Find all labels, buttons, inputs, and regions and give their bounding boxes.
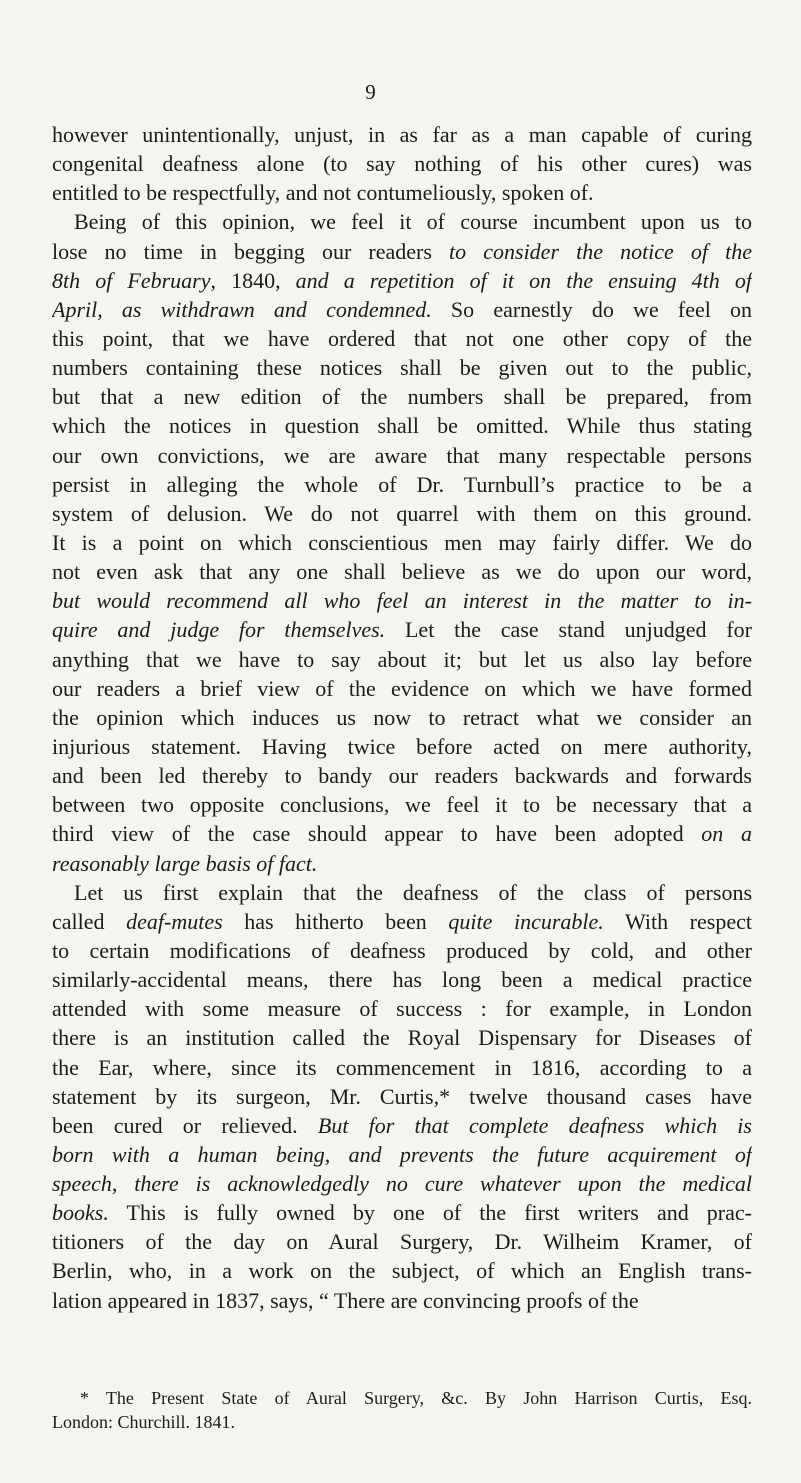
text-line <box>52 790 752 819</box>
text-line <box>52 557 752 586</box>
footnote-line: London: Churchill. 1841. <box>52 1412 235 1432</box>
text-segment: our readers a brief view of the evidence on which we have formed <box>52 675 752 701</box>
text-segment: numbers containing these notices shall be given out to the public, <box>52 355 752 381</box>
text-segment: April, as withdrawn and condemned. <box>52 296 432 322</box>
text-segment: quire and judge for themselves. <box>52 617 386 643</box>
text-line <box>52 907 752 936</box>
text-line <box>52 324 752 353</box>
text-segment: has hitherto been <box>222 908 449 934</box>
text-line <box>52 499 752 528</box>
footnote <box>52 1386 752 1434</box>
text-segment: but that a new edition of the numbers shall be prepared, from <box>52 384 752 410</box>
text-line <box>52 266 752 295</box>
text-segment: our own convictions, we are aware that many respectable persons <box>52 442 752 468</box>
text-line <box>52 936 752 965</box>
text-segment: which the notices in question shall be omitted. While thus stating <box>52 413 752 439</box>
text-segment: Being of this opinion, we feel it of course incumbent upon us to <box>74 209 752 235</box>
text-segment: on a <box>701 821 752 847</box>
text-segment: and been led thereby to bandy our readers backwards and forwards <box>52 763 752 789</box>
text-segment: to consider the notice of the <box>449 238 752 264</box>
text-segment: however unintentionally, unjust, in as far as a man capable of curing <box>52 122 752 147</box>
text-segment: reasonably large basis of fact. <box>52 850 318 876</box>
body-text <box>52 120 752 1315</box>
text-line <box>52 178 752 207</box>
page-number: 9 <box>365 80 376 104</box>
text-line <box>52 965 752 994</box>
text-segment: born with a human being, and prevents the future acquirement of <box>52 1141 752 1167</box>
text-line <box>52 732 752 761</box>
text-line <box>52 761 752 790</box>
text-segment: congenital deafness alone (to say nothing of his other cures) was <box>52 151 752 177</box>
text-line <box>52 878 752 907</box>
text-segment: the opinion which induces us now to retract what we consider an <box>52 704 752 730</box>
text-segment: third view of the case should appear to have been adopted <box>52 821 702 847</box>
text-segment: to certain modifications of deafness produced by cold, and other <box>52 937 752 963</box>
text-line <box>52 411 752 440</box>
text-line <box>52 1198 752 1227</box>
text-segment: titioners of the day on Aural Surgery, Dr. Wilheim Kramer, of <box>52 1229 752 1255</box>
text-line <box>52 1053 752 1082</box>
text-segment: similarly-accidental means, there has long been a medical practice <box>52 967 752 993</box>
text-segment: Let the case stand unjudged for <box>385 617 752 643</box>
text-segment: lation appeared in 1837, says, “ There are convincing proofs of the <box>52 1287 639 1313</box>
text-segment: 8th of February <box>52 267 211 293</box>
text-line <box>52 703 752 732</box>
text-segment: injurious statement. Having twice before acted on mere authority, <box>52 733 752 759</box>
text-line <box>52 1256 752 1285</box>
text-segment: and a repetition of it on the ensuing 4th of <box>295 267 752 293</box>
text-line <box>52 207 752 236</box>
text-line <box>52 1140 752 1169</box>
text-line <box>52 382 752 411</box>
text-line <box>52 1111 752 1140</box>
text-line <box>52 645 752 674</box>
text-line <box>52 1082 752 1111</box>
text-line <box>52 615 752 644</box>
text-segment: But for that complete deafness which is <box>317 1112 752 1138</box>
text-segment: speech, there is acknowledgedly no cure whatever upon the medical <box>52 1171 752 1197</box>
text-segment: persist in alleging the whole of Dr. Turnbull’s practice to be a <box>52 471 752 497</box>
text-segment: So earnestly do we feel on <box>431 296 752 322</box>
text-line <box>52 586 752 615</box>
text-segment: lose no time in begging our readers <box>52 238 450 264</box>
text-segment: there is an institution called the Royal Dispensary for Diseases of <box>52 1025 752 1051</box>
text-line <box>52 149 752 178</box>
text-segment: attended with some measure of success : for example, in London <box>52 996 752 1022</box>
text-line <box>52 353 752 382</box>
text-segment: not even ask that any one shall believe as we do upon our word, <box>52 559 752 585</box>
text-line <box>52 237 752 266</box>
text-segment: called <box>52 908 127 934</box>
text-segment: quite incurable. <box>448 908 604 934</box>
text-line <box>52 295 752 324</box>
text-segment: system of delusion. We do not quarrel with them on this ground. <box>52 500 752 526</box>
text-line <box>52 994 752 1023</box>
text-segment: With respect <box>603 908 752 934</box>
footnote-line: * The Present State of Aural Surgery, &c. By John Harrison Curtis, Esq. <box>80 1388 752 1408</box>
text-segment: deaf-mutes <box>126 908 223 934</box>
text-line <box>52 441 752 470</box>
text-segment: books. <box>52 1200 109 1226</box>
text-line <box>52 849 752 878</box>
text-segment: entitled to be respectfully, and not contumeliously, spoken of. <box>52 180 594 206</box>
text-segment: , 1840, <box>210 267 296 293</box>
text-segment: this point, that we have ordered that not one other copy of the <box>52 325 752 351</box>
text-line <box>52 819 752 848</box>
text-line <box>52 470 752 499</box>
text-segment: This is fully owned by one of the first writers and prac- <box>108 1200 752 1226</box>
text-segment: the Ear, where, since its commencement in 1816, according to a <box>52 1054 752 1080</box>
text-line <box>52 1169 752 1198</box>
text-segment: anything that we have to say about it; but let us also lay before <box>52 646 752 672</box>
text-line <box>52 1023 752 1052</box>
text-segment: It is a point on which conscientious men may fairly differ. We do <box>52 529 752 555</box>
text-segment: Berlin, who, in a work on the subject, of which an English trans- <box>52 1258 752 1284</box>
text-segment: been cured or relieved. <box>52 1112 318 1138</box>
text-segment: but would recommend all who feel an interest in the matter to in- <box>52 588 752 614</box>
text-line <box>52 120 752 149</box>
text-line <box>52 674 752 703</box>
text-segment: between two opposite conclusions, we feel it to be necessary that a <box>52 792 752 818</box>
text-segment: statement by its surgeon, Mr. Curtis,* twelve thousand cases have <box>52 1083 752 1109</box>
text-line <box>52 528 752 557</box>
text-line <box>52 1286 752 1315</box>
text-line <box>52 1227 752 1256</box>
text-segment: Let us first explain that the deafness of the class of persons <box>74 879 752 905</box>
